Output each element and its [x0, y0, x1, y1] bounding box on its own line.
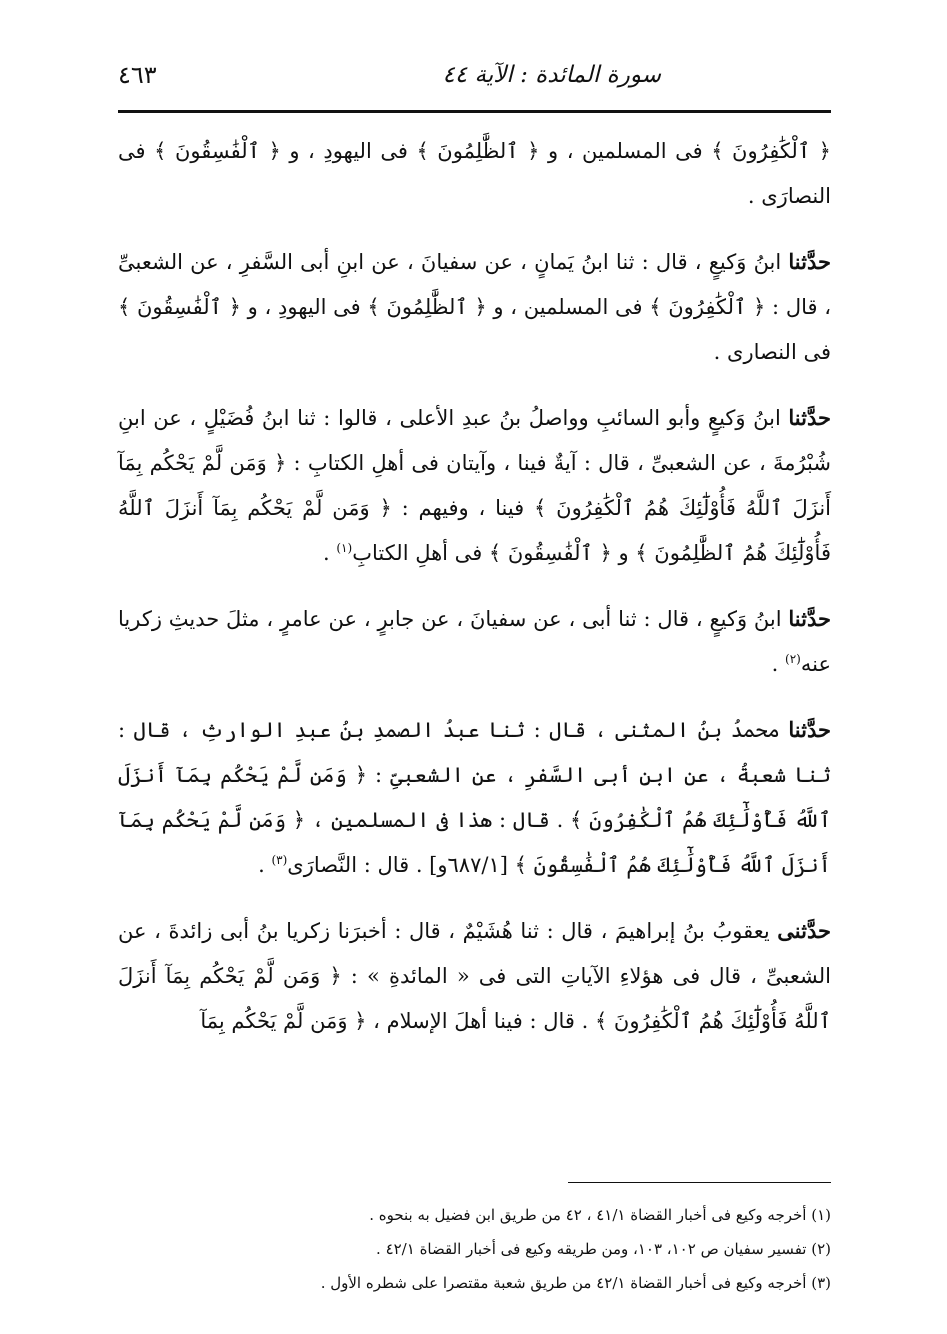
footnote-rule [568, 1182, 831, 1183]
paragraph [118, 707, 831, 888]
footnote: (١) أخرجه وكيع فى أخبار القضاة ٤١/١ ، ٤٢ من طريق ابن فضيل به بنحوه . [369, 1206, 831, 1224]
page-number: ٤٦٣ [118, 61, 157, 89]
footnote-marker: (٢) [785, 652, 801, 666]
footnote-marker: (٣) [271, 853, 288, 867]
paragraph [118, 239, 831, 375]
paragraph-text: يعقوبُ بنُ إبراهيمَ ، قال : ثنا هُشَيْمٌ ، قال : أخبرَنا زكريا بنُ أبى زائدةَ ، عن الشعبىِّ ، قال فى هؤلاءِ الآياتِ التى فى « المائدةِ » : ﴿ وَمَن لَّمْ يَحْكُم بِمَآ أَنزَلَ ٱللَّهُ فَأُوْلَٰٓئِكَ هُمُ ٱلْكَٰفِرُونَ ﴾ . قال : فينا أهلَ الإسلام ، ﴿ وَمَن لَّمْ يَحْكُم بِمَآ [118, 919, 831, 1033]
footnote-marker: (١) [336, 541, 353, 555]
paragraph [118, 596, 831, 687]
paragraph-text: ابنُ وَكيعٍ ، قال : ثنا أبى ، عن سفيانَ ، عن جابرٍ ، عن عامرٍ ، مثلَ حديثِ زكريا عنه [118, 607, 831, 676]
paragraph [118, 908, 831, 1044]
paragraph-text: ابنُ وَكيعٍ وأبو السائبِ وواصلُ بنُ عبدِ الأعلى ، قالوا : ثنا ابنُ فُضَيْلٍ ، عن ابنِ شُبْرُمةَ ، عن الشعبىِّ ، قال : آيةٌ فينا ، وآيتان فى أهلِ الكتابِ : ﴿ وَمَن لَّمْ يَحْكُم بِمَآ أَنزَلَ ٱللَّهُ فَأُوْلَٰٓئِكَ هُمُ ٱلْكَٰفِرُونَ ﴾ فينا ، وفيهم : ﴿ وَمَن لَّمْ يَحْكُم بِمَآ أَنزَلَ ٱللَّهُ فَأُوْلَٰٓئِكَ هُمُ ٱلظَّٰلِمُونَ ﴾ و ﴿ ٱلْفَٰسِقُونَ ﴾ فى أهلِ الكتابِ [118, 406, 831, 565]
paragraph [118, 395, 831, 576]
paragraph-lead: حدَّثنى [777, 918, 831, 943]
paragraph-text: ابنُ وَكيعٍ ، قال : ثنا ابنُ يَمانٍ ، عن سفيانَ ، عن ابنِ أبى السَّفرِ ، عن الشعبىِّ ، قال : ﴿ ٱلْكَٰفِرُونَ ﴾ فى المسلمين ، و ﴿ ٱلظَّٰلِمُونَ ﴾ فى اليهودِ ، و ﴿ ٱلْفَٰسِقُونَ ﴾ فى النصارى . [118, 250, 831, 364]
paragraph-tail: . [771, 652, 786, 676]
paragraph-lead: حدَّثنا [788, 405, 831, 430]
footnote: (٢) تفسير سفيان ص ١٠٢، ١٠٣، ومن طريقه وكيع فى أخبار القضاة ٤٢/١ . [376, 1240, 831, 1258]
paragraph-tail: . [323, 541, 337, 565]
paragraph-lead: حدَّثنا [788, 606, 831, 631]
paragraph-text: ﴿ ٱلْكَٰفِرُونَ ﴾ فى المسلمين ، و ﴿ ٱلظَّٰلِمُونَ ﴾ فى اليهودِ ، و ﴿ ٱلْفَٰسِقُونَ ﴾ فى النصارَى . [118, 139, 831, 208]
header-rule [118, 110, 831, 113]
footnotes [118, 1198, 831, 1300]
paragraph-lead: حدَّثنا [788, 717, 831, 742]
paragraph-text: محمدُ بنُ المثنى ، قال : ثنا عبدُ الصمدِ بنُ عبدِ الوارثِ ، قال : ثنا شعبةُ ، عن ابنِ أبى السَّفرِ ، عن الشعبىِّ : ﴿ وَمَن لَّمْ يَحْكُم بِمَآ أَنزَلَ ٱللَّهُ فَأُوْلَٰٓئِكَ هُمُ ٱلْكَٰفِرُونَ ﴾ . قال : هذا فى المسلمين ، ﴿ وَمَن لَّمْ يَحْكُم بِمَآ أَنزَلَ ٱللَّهُ فَأُوْلَٰٓئِكَ هُمُ ٱلْفَٰسِقُونَ ﴾ [٦٨٧/١و] . قال : النَّصارَى [118, 718, 831, 877]
paragraph-tail: . [258, 853, 272, 877]
page-header [118, 52, 831, 98]
paragraph [118, 128, 831, 219]
running-title: سورة المائدة : الآية ٤٤ [442, 62, 661, 88]
paragraph-lead: حدَّثنا [788, 249, 831, 274]
footnote: (٣) أخرجه وكيع فى أخبار القضاة ٤٢/١ من طريق شعبة مقتصرا على شطره الأول . [320, 1274, 831, 1292]
main-text [118, 128, 831, 1064]
